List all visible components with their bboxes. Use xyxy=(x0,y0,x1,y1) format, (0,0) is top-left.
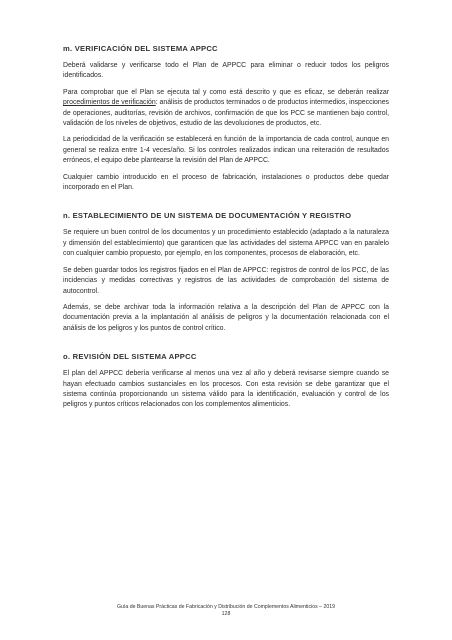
document-body xyxy=(63,44,389,411)
page-footer xyxy=(0,604,452,618)
paragraph: Además, se debe archivar toda la información relativa a la descripción del Plan de APPCC con la documentación previa a la implantación al análisis de peligros y la documentación relacionada con el análisis de los peligros y los puntos de control crítico. xyxy=(63,303,389,332)
section-heading-documentacion: n. ESTABLECIMIENTO DE UN SISTEMA DE DOCUMENTACIÓN Y REGISTRO xyxy=(63,211,352,221)
page-number: 128 xyxy=(221,611,231,617)
paragraph: Cualquier cambio introducido en el proceso de fabricación, instalaciones o productos debe quedar incorporado en el Plan. xyxy=(63,173,389,192)
paragraph: El plan del APPCC debería verificarse al menos una vez al año y deberá revisarse siempre cuando se hayan efectuado cambios sustanciales en los procesos. Con esta revisión se debe garantizar que el sistema continúa proporcionando un sistema válido para la identificación, evaluación y control de los peligros y puntos críticos relacionados con los complementos alimenticios. xyxy=(63,370,389,409)
paragraph: La periodicidad de la verificación se establecerá en función de la importancia de cada control, aunque en general se realiza entre 1-4 veces/año. Si los controles realizados indican una reiteración de resultados erróneos, el equipo debe plantearse la revisión del Plan de APPCC. xyxy=(63,136,389,165)
paragraph: Deberá validarse y verificarse todo el Plan de APPCC para eliminar o reducir todos los peligros identificados. xyxy=(63,62,389,80)
paragraph-text: Para comprobar que el Plan se ejecuta tal y como está descrito y que es eficaz, se deberán realizar xyxy=(63,88,389,96)
section-heading-revision: o. REVISIÓN DEL SISTEMA APPCC xyxy=(63,352,197,362)
underlined-term: procedimientos de verificación xyxy=(63,99,156,107)
footer-title: Guía de Buenas Prácticas de Fabricación y Distribución de Complementos Alimenticios – 2019 xyxy=(117,604,335,610)
paragraph: Se deben guardar todos los registros fijados en el Plan de APPCC: registros de control de los PCC, de las incidencias y medidas correctivas y registros de las actividades de comprobación del sistema de autocontrol. xyxy=(63,266,389,295)
paragraph-text: : análisis de productos terminados o de productos intermedios, inspecciones de operaciones, auditorías, revisión de archivos, confirmación de que los PCC se mantienen bajo control, validación de los niveles de objetivos, estudio de las devoluciones de productos, etc. xyxy=(63,99,390,128)
paragraph xyxy=(63,88,389,130)
section-heading-verificacion: m. VERIFICACIÓN DEL SISTEMA APPCC xyxy=(63,44,218,53)
paragraph: Se requiere un buen control de los documentos y un procedimiento establecido (adaptado a la naturaleza y dimensión del establecimiento) que garanticen que las actividades del sistema APPCC van en paralelo con cualquier cambio propuesto, por ejemplo, en los componentes, procesos de elaboración, etc. xyxy=(63,229,389,258)
